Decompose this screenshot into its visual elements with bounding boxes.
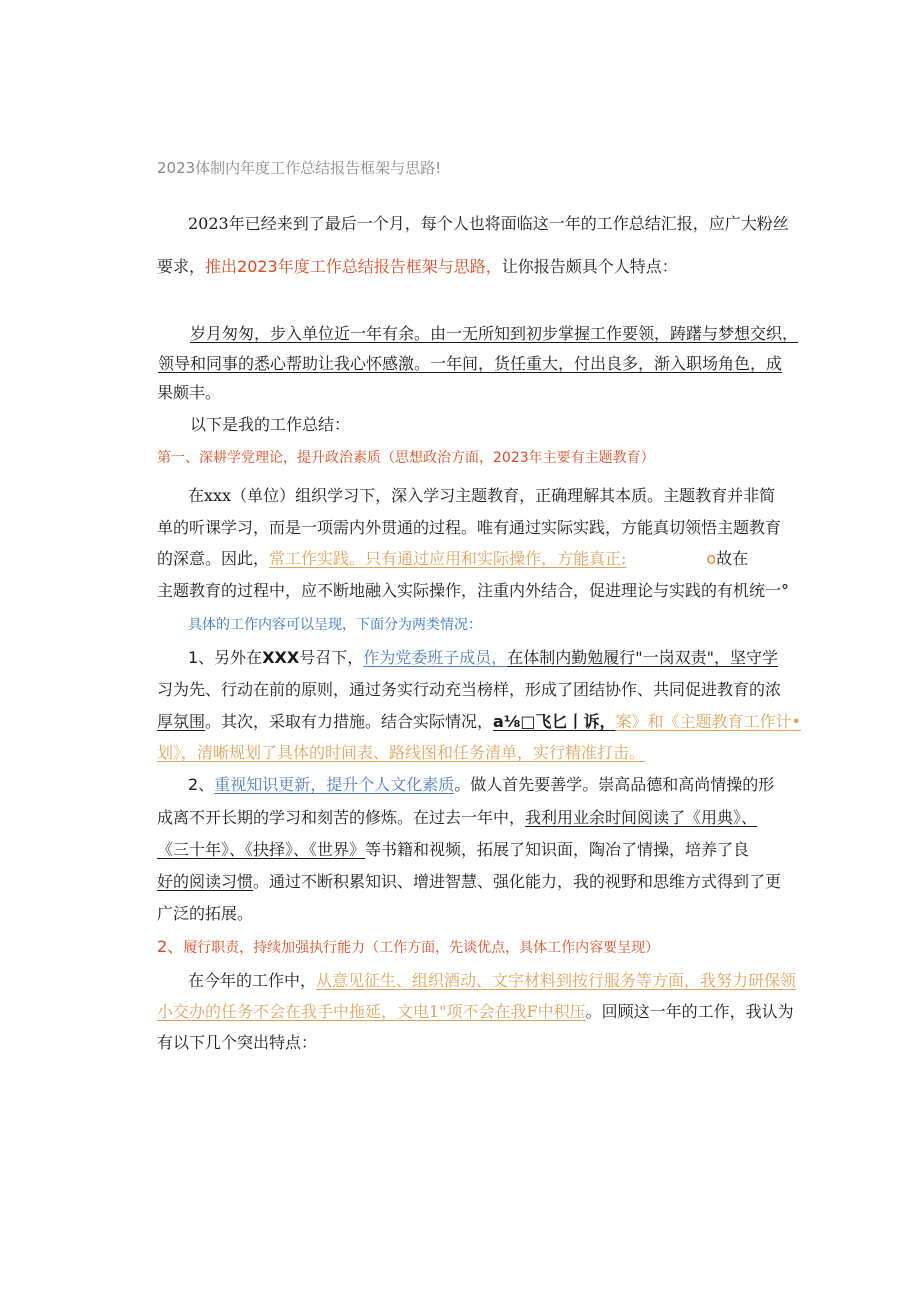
intro-line-1: 2023年已经来到了最后一个月，每个人也将面临这一年的工作总结汇报，应广大粉丝: [188, 214, 789, 233]
opening-underlined-2: 领导和同事的悉心帮助让我心怀感激。一年间，货任重大，付出良多，渐入职场角色，成: [158, 354, 783, 373]
p1-underlined-orange: 常工作实践。只有通过应用和实际操作，方能真正:: [269, 549, 627, 568]
p1-text-end: 故在: [716, 549, 749, 568]
item1-xxx: XXX: [262, 648, 300, 667]
item1-text-c: 。其次，采取有力措施。结合实际情况，: [205, 712, 494, 731]
p2-orange-underlined: 从意见征生、组织酒动、文字材料到按行服务等方面，我努力研保领: [316, 971, 797, 990]
intro-text: 要求，: [157, 257, 206, 276]
p2-line-3: 有以下几个突出特点：: [157, 1033, 318, 1052]
item2-line-5: 广泛的拓展。: [157, 904, 254, 923]
item1-underlined-blue: 作为党委班子成员，: [363, 648, 508, 667]
intro-line-2: [157, 257, 678, 277]
item1-underlined-2: 厚氛围: [157, 712, 206, 731]
p2-line-1: [188, 971, 796, 991]
item1-orange-underlined-2: 划》，清晰规划了具体的时间表、路线图和任务清单，实行精准打击。: [157, 743, 646, 762]
doc-title: 2023体制内年度工作总结报告框架与思路!: [157, 159, 442, 177]
p2-orange-underlined-2: 小交办的任务不会在我手中拖延，文电1"项不会在我F中积压: [157, 1002, 586, 1021]
item1-line-3: [157, 712, 801, 732]
item1-garbled-text: a⅛□飞匕丨诉，: [493, 712, 616, 731]
item2-text-3: 等书籍和视频，拓展了知识面，陶冶了情操，培养了良: [365, 840, 750, 859]
item1-text: 1、另外在: [188, 648, 263, 667]
item2-blue-underlined: 重视知识更新，提升个人文化素质: [214, 775, 455, 794]
item2-line-1: [188, 775, 774, 795]
blue-note: 具体的工作内容可以呈现，下面分为两类情况：: [188, 617, 482, 633]
opening-line-1: [190, 324, 798, 344]
intro-highlight: 推出2023年度工作总结报告框架与思路，: [205, 257, 502, 276]
section-heading-2: [157, 937, 659, 958]
p2-line-2: [157, 1002, 794, 1022]
item1-orange-underlined: 案》和《主题教育工作计•: [615, 712, 801, 731]
item2-line-2: [157, 808, 757, 828]
p1-line-1: 在xxx（单位）组织学习下，深入学习主题教育，正确理解其本质。主题教育并非简: [188, 486, 776, 505]
section-heading-1: 第一、深耕学党理论，提升政治素质（思想政治方面，2023年主要有主题教育）: [157, 450, 655, 466]
item1-underlined: 在体制内勤勉履行"一岗双责"，坚守学: [507, 648, 778, 667]
item2-number: 2、: [188, 775, 215, 794]
item1-line-1: [188, 648, 778, 668]
heading2-text: 履行职责，持续加强执行能力（工作方面，先谈优点，具体工作内容要呈现）: [183, 940, 660, 956]
heading2-number: 2、: [157, 937, 184, 956]
opening-line-2: [158, 354, 782, 374]
item2-text-2: 成离不开长期的学习和刻苦的修炼。在过去一年中，: [157, 808, 526, 827]
p1-text: 的深意。因此，: [157, 549, 270, 568]
item1-line-4: [157, 743, 645, 763]
item2-text-4: 。通过不断积累知识、增进智慧、强化能力，我的视野和思维方式得到了更: [253, 872, 782, 891]
p1-line-3: [157, 549, 748, 569]
opening-line-3: 果颇丰。: [157, 383, 222, 402]
item2-underlined-2: 《三十年》、《抉择》、《世界》: [157, 840, 366, 859]
opening-underlined-1: 岁月匆匆，步入单位近一年有余。由一无所知到初步掌握工作要领，踌躇与梦想交织，: [190, 324, 799, 343]
p2-text: 在今年的工作中，: [188, 971, 317, 990]
intro-text-end: 让你报告颇具个人特点：: [501, 257, 678, 276]
p1-line-2: 单的听课学习，而是一项需内外贯通的过程。唯有通过实际实践，方能真切领悟主题教育: [157, 518, 782, 537]
p1-line-4: 主题教育的过程中，应不断地融入实际操作，注重内外结合，促进理论与实践的有机统一°: [157, 581, 790, 600]
item1-text-b: 号召下，: [299, 648, 364, 667]
p2-text-2: 。回顾这一年的工作，我认为: [585, 1002, 794, 1021]
item2-text: 。做人首先要善学。崇高品德和高尚情操的形: [454, 775, 775, 794]
item2-underlined: 我利用业余时间阅读了《用典》、: [525, 808, 758, 827]
item2-line-3: [157, 840, 749, 860]
opening-line-4: 以下是我的工作总结：: [190, 415, 351, 434]
p1-orange-o: o: [706, 549, 717, 568]
item1-line-2: 习为先、行动在前的原则，通过务实行动充当榜样，形成了团结协作、共同促进教育的浓: [157, 680, 782, 699]
item2-line-4: [157, 872, 781, 892]
item2-underlined-3: 好的阅读习惯: [157, 872, 254, 891]
